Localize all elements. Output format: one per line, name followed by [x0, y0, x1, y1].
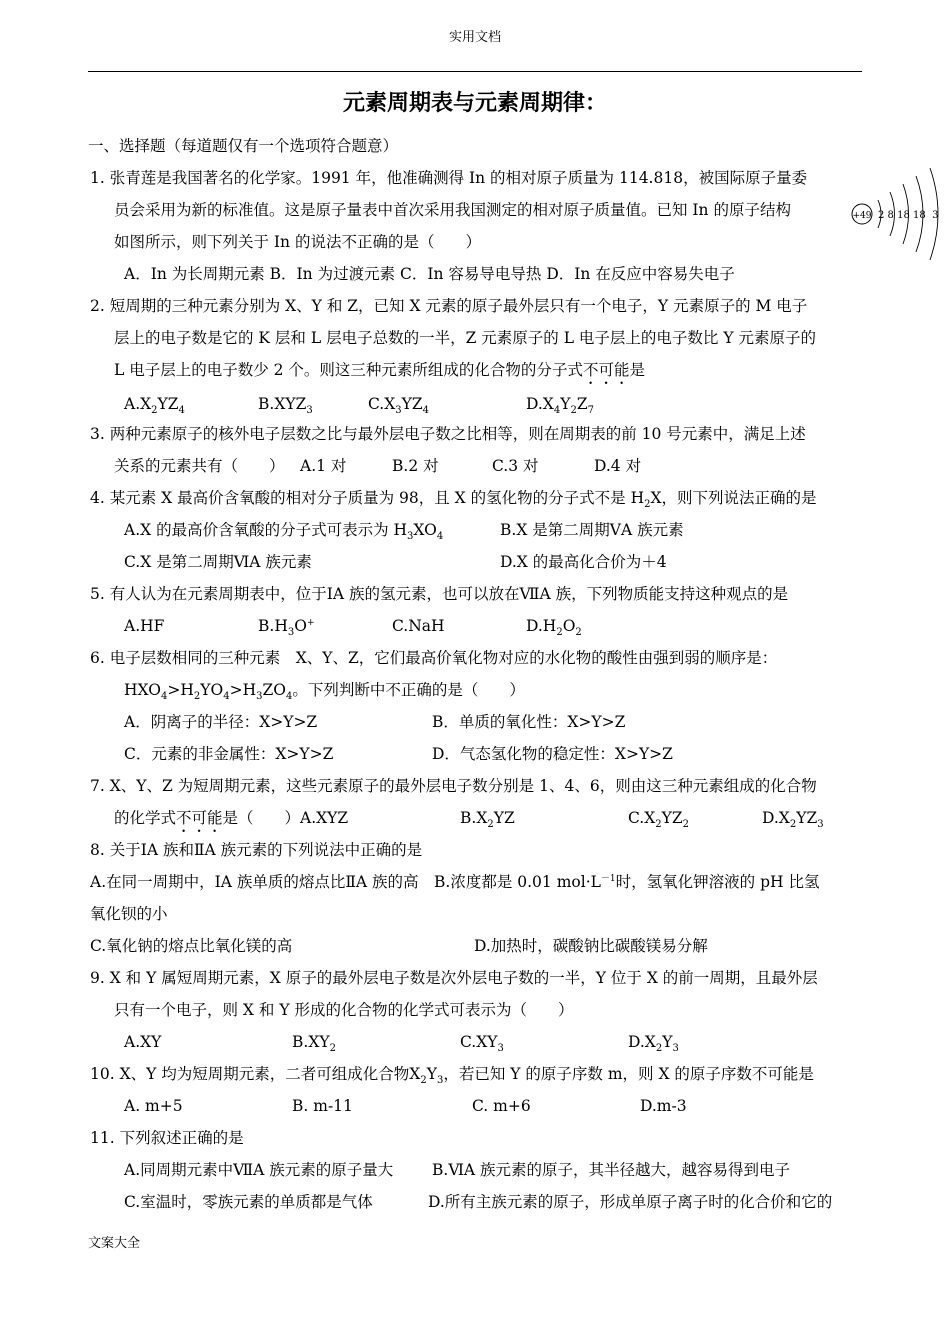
q1-line2: 员会采用为新的标准值。这是原子量表中首次采用我国测定的相对原子质量值。已知 In 的原子结构 [114, 201, 791, 219]
q2-option-a: $A.X_2YZ_4$ [124, 395, 185, 416]
q7-line2: 的化学式不可能是（ ）A.XYZ [114, 809, 349, 827]
q1-line3: 如图所示，则下列关于 In 的说法不正确的是（ ） [114, 233, 481, 251]
page-header: 实用文档 [448, 30, 501, 45]
q4-option-a: A.X 的最高价含氧酸的分子式可表示为 $H_3XO_4$ [124, 521, 444, 542]
q2-option-d: $D.X_4Y_2Z_7$ [526, 395, 594, 416]
q2-option-c: $C.X_3YZ_4$ [368, 395, 430, 416]
q11-option-d: D.所有主族元素的原子，形成单原子离子时的化合价和它的 [428, 1193, 833, 1211]
q6-line2: $HXO_4>H_2YO_4>H_3ZO_4$。下列判断中不正确的是（ ） [124, 681, 525, 702]
q11-line1: 11. 下列叙述正确的是 [90, 1129, 244, 1147]
q1-options: A．In 为长周期元素 B．In 为过渡元素 C．In 容易导电导热 D．In 在反应中容易失电子 [124, 265, 735, 283]
q10-option-b: B. m-11 [292, 1097, 353, 1115]
q7-option-d: $D.X_2YZ_3$ [762, 809, 824, 830]
q7-option-c: $C.X_2YZ_2$ [628, 809, 690, 830]
q8-option-d: D.加热时，碳酸钠比碳酸镁易分解 [474, 937, 708, 955]
q9-option-b: $B.XY_2$ [292, 1033, 336, 1054]
header-rule [88, 71, 862, 72]
q3-option-a: A.1 对 [300, 457, 347, 475]
q5-line1: 5. 有人认为在元素周期表中，位于ⅠA 族的氢元素，也可以放在ⅦA 族，下列物质能支持这种观点的是 [90, 585, 789, 603]
q2-line3: L 电子层上的电子数少 2 个。则这三种元素所组成的化合物的分子式不可能是 [114, 361, 645, 379]
q10-line1: 10. X、Y 均为短周期元素，二者可组成化合物$X_2Y_3$，若已知 Y 的原子序数 m，则 X 的原子序数不可能是 [90, 1065, 814, 1086]
q8-line1: 8. 关于ⅠA 族和ⅡA 族元素的下列说法中正确的是 [90, 841, 423, 859]
q6-option-a: A．阴离子的半径：X>Y>Z [124, 713, 318, 731]
q6-option-d: D．气态氢化物的稳定性：X>Y>Z [432, 745, 673, 763]
q5-option-c: C.NaH [392, 617, 445, 635]
q9-line1: 9. X 和 Y 属短周期元素，X 原子的最外层电子数是次外层电子数的一半，Y 位于 X 的前一周期，且最外层 [90, 969, 818, 987]
q6-option-c: C．元素的非金属性：X>Y>Z [124, 745, 334, 763]
q9-option-a: A.XY [124, 1033, 162, 1051]
q4-option-d: D.X 的最高化合价为＋4 [500, 553, 667, 571]
page-title: 元素周期表与元素周期律： [342, 91, 607, 116]
page-footer: 文案大全 [88, 1236, 141, 1251]
q5-option-d: $D.H_2O_2$ [526, 617, 582, 638]
q3-option-c: C.3 对 [492, 457, 539, 475]
q9-option-d: $D.X_2Y_3$ [628, 1033, 679, 1054]
q5-option-a: A.HF [124, 617, 165, 635]
q3-option-b: B.2 对 [392, 457, 439, 475]
q7-option-b: $B.X_2YZ$ [460, 809, 515, 830]
q8-option-c: C.氧化钠的熔点比氧化镁的高 [90, 937, 293, 955]
q5-option-b: $B.H_3O^+$ [258, 617, 315, 638]
q11-option-c: C.室温时，零族元素的单质都是气体 [124, 1193, 373, 1211]
q11-option-b: B.ⅥA 族元素的原子，其半径越大，越容易得到电子 [432, 1161, 791, 1179]
q3-line1: 3. 两种元素原子的核外电子层数之比与最外层电子数之比相等，则在周期表的前 10 号元素中，满足上述 [90, 425, 806, 443]
q2-option-b: $B.XYZ_3$ [258, 395, 313, 416]
q7-line1: 7. X、Y、Z 为短周期元素，这些元素原子的最外层电子数分别是 1、4、6，则由这三种元素组成的化合物 [90, 777, 817, 795]
q9-line2: 只有一个电子，则 X 和 Y 形成的化合物的化学式可表示为（ ） [114, 1001, 574, 1019]
q11-option-a: A.同周期元素中ⅦA 族元素的原子量大 [124, 1161, 394, 1179]
section-heading: 一、选择题（每道题仅有一个选项符合题意） [88, 137, 399, 155]
q9-option-c: $C.XY_3$ [460, 1033, 504, 1054]
q4-option-c: C.X 是第二周期ⅥA 族元素 [124, 553, 312, 571]
q3-option-d: D.4 对 [594, 457, 642, 475]
q4-line1: 4. 某元素 X 最高价含氧酸的相对分子质量为 98，且 X 的氢化物的分子式不是 $H_2X$，则下列说法正确的是 [90, 489, 817, 510]
q6-line1: 6. 电子层数相同的三种元素 X、Y、Z，它们最高价氧化物对应的水化物的酸性由强到弱的顺序是： [90, 649, 778, 667]
q10-option-a: A. m+5 [124, 1097, 183, 1115]
atom-nucleus-label: +49 [852, 211, 872, 221]
atom-shells-label: 2 8 18 18 3 [878, 210, 939, 221]
in-atom-structure-diagram [848, 158, 950, 268]
q6-option-b: B．单质的氧化性：X>Y>Z [432, 713, 626, 731]
q1-line1: 1. 张青莲是我国著名的化学家。1991 年，他准确测得 In 的相对原子质量为 114.818，被国际原子量委 [90, 169, 808, 187]
q2-line2: 层上的电子数是它的 K 层和 L 层电子总数的一半，Z 元素原子的 L 电子层上的电子数比 Y 元素原子的 [114, 329, 817, 347]
q10-option-c: C. m+6 [472, 1097, 531, 1115]
q8-line2: A.在同一周期中，ⅠA 族单质的熔点比ⅡA 族的高 B.浓度都是 0.01 $mol\cdot L^{-1}$时，氢氧化钾溶液的 pH 比氢 [90, 873, 820, 891]
q8-line3: 氧化钡的小 [90, 905, 168, 923]
q10-option-d: D.m-3 [640, 1097, 687, 1115]
q3-line2: 关系的元素共有（ ） [114, 457, 285, 475]
q4-option-b: B.X 是第二周期ⅤA 族元素 [500, 521, 684, 539]
q2-line1: 2. 短周期的三种元素分别为 X、Y 和 Z，已知 X 元素的原子最外层只有一个电子，Y 元素原子的 M 电子 [90, 297, 808, 315]
